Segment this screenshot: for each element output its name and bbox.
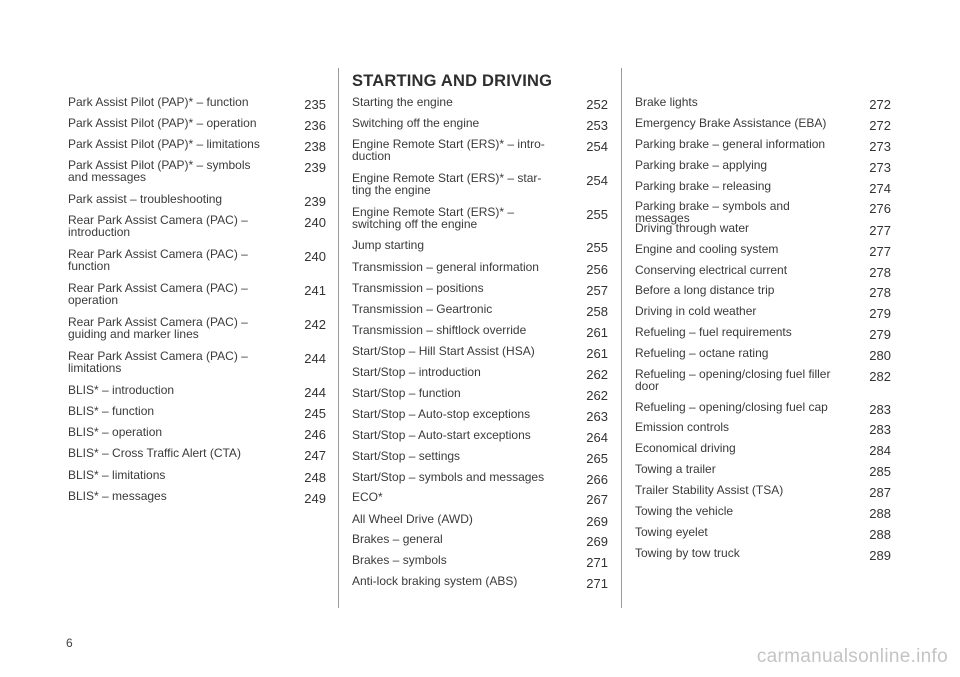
toc-entry-title: Conserving electrical current [635,263,788,277]
toc-entry-title: Economical driving [635,441,736,455]
toc-entry-title: Refueling – opening/closing fuel filler door [635,367,831,393]
toc-entry[interactable] [68,282,326,306]
toc-entry-page: 262 [586,388,608,403]
toc-entry-page: 261 [586,325,608,340]
toc-entry[interactable] [635,525,891,542]
toc-entry[interactable] [352,323,608,340]
column-divider-right [621,68,622,608]
toc-entry-title: Refueling – octane rating [635,346,769,360]
toc-entry-title: Towing by tow truck [635,546,740,560]
toc-entry[interactable] [635,546,891,563]
toc-entry-title: Park Assist Pilot (PAP)* – symbols and messages [68,158,251,184]
toc-entry[interactable] [635,441,891,458]
toc-entry[interactable] [352,116,608,133]
toc-entry-page: 263 [586,409,608,424]
toc-entry-title: Transmission – general information [352,260,539,274]
toc-entry[interactable] [635,420,891,437]
toc-entry-title: ECO* [352,490,383,504]
toc-entry-title: Rear Park Assist Camera (PAC) – introduction [68,213,248,239]
toc-entry[interactable] [68,192,326,209]
toc-entry[interactable] [635,221,891,238]
toc-entry-page: 244 [304,385,326,400]
toc-entry[interactable] [635,325,891,342]
toc-entry[interactable] [352,490,608,507]
toc-entry[interactable] [635,304,891,321]
toc-entry-page: 276 [869,201,891,216]
toc-entry-page: 272 [869,118,891,133]
toc-entry[interactable] [68,446,326,463]
toc-entry-page: 236 [304,118,326,133]
toc-entry-page: 247 [304,448,326,463]
toc-entry[interactable] [68,468,326,485]
toc-entry-title: Refueling – fuel requirements [635,325,792,339]
toc-entry-page: 282 [869,369,891,384]
toc-entry[interactable] [352,449,608,466]
page-number: 6 [66,636,73,650]
toc-entry-title: Parking brake – symbols and messages [635,199,790,225]
toc-entry-title: Driving in cold weather [635,304,757,318]
toc-entry[interactable] [352,138,608,162]
toc-entry-title: Anti-lock braking system (ABS) [352,574,518,588]
toc-entry[interactable] [635,179,891,196]
toc-entry[interactable] [68,248,326,272]
toc-entry-title: Start/Stop – introduction [352,365,481,379]
toc-entry-page: 278 [869,265,891,280]
toc-entry[interactable] [352,344,608,361]
toc-entry-title: Park Assist Pilot (PAP)* – operation [68,116,257,130]
toc-entry[interactable] [68,383,326,400]
toc-entry-title: Start/Stop – Auto-start exceptions [352,428,531,442]
toc-entry-title: Emergency Brake Assistance (EBA) [635,116,827,130]
toc-entry[interactable] [352,532,608,549]
toc-entry[interactable] [68,350,326,374]
toc-entry-page: 271 [586,576,608,591]
toc-entry-title: Trailer Stability Assist (TSA) [635,483,784,497]
toc-entry-page: 252 [586,97,608,112]
toc-entry-title: Switching off the engine [352,116,480,130]
toc-entry[interactable] [635,368,891,392]
toc-entry-page: 254 [586,139,608,154]
toc-entry-page: 288 [869,527,891,542]
toc-entry[interactable] [352,407,608,424]
toc-entry-title: Rear Park Assist Camera (PAC) – limitations [68,349,248,375]
toc-entry-page: 284 [869,443,891,458]
toc-entry-page: 288 [869,506,891,521]
toc-entry-page: 280 [869,348,891,363]
toc-entry-title: Towing eyelet [635,525,708,539]
toc-entry-page: 271 [586,555,608,570]
toc-entry-page: 248 [304,470,326,485]
toc-entry-title: Start/Stop – Hill Start Assist (HSA) [352,344,535,358]
toc-entry-page: 245 [304,406,326,421]
toc-entry-title: BLIS* – function [68,404,155,418]
toc-entry-page: 249 [304,491,326,506]
toc-entry[interactable] [352,365,608,382]
toc-entry-page: 267 [586,492,608,507]
toc-entry-page: 261 [586,346,608,361]
toc-entry-title: Start/Stop – settings [352,449,461,463]
toc-entry-title: Brakes – general [352,532,443,546]
toc-entry-title: Parking brake – releasing [635,179,772,193]
toc-entry-page: 257 [586,283,608,298]
toc-entry-title: Park Assist Pilot (PAP)* – function [68,95,249,109]
toc-entry[interactable] [68,159,326,183]
toc-entry-title: Engine and cooling system [635,242,779,256]
toc-entry-title: Parking brake – applying [635,158,768,172]
toc-entry[interactable] [352,553,608,570]
toc-entry-page: 283 [869,402,891,417]
toc-entry-title: Transmission – shiftlock override [352,323,527,337]
toc-entry[interactable] [68,116,326,133]
toc-entry-page: 273 [869,139,891,154]
toc-entry-title: BLIS* – messages [68,489,167,503]
toc-entry-title: Start/Stop – symbols and messages [352,470,545,484]
toc-entry-page: 278 [869,285,891,300]
toc-entry[interactable] [635,116,891,133]
toc-entry[interactable] [635,137,891,154]
toc-entry[interactable] [352,428,608,445]
toc-entry-page: 287 [869,485,891,500]
toc-entry-page: 242 [304,317,326,332]
column-divider-left [338,68,339,608]
toc-entry-title: Driving through water [635,221,750,235]
section-heading: STARTING AND DRIVING [352,72,553,90]
toc-entry-page: 277 [869,223,891,238]
toc-entry-page: 269 [586,514,608,529]
toc-entry-title: BLIS* – operation [68,425,163,439]
toc-entry-title: Rear Park Assist Camera (PAC) – operation [68,281,248,307]
toc-entry[interactable] [352,206,608,230]
toc-entry-title: Park Assist Pilot (PAP)* – limitations [68,137,260,151]
toc-entry[interactable] [635,504,891,521]
toc-entry-page: 264 [586,430,608,445]
toc-entry-title: All Wheel Drive (AWD) [352,512,473,526]
toc-entry-title: Engine Remote Start (ERS)* – intro-duction [352,137,545,163]
toc-entry-page: 289 [869,548,891,563]
toc-entry[interactable] [352,470,608,487]
toc-entry-title: Jump starting [352,238,425,252]
toc-entry[interactable] [68,214,326,238]
toc-entry-title: Park assist – troubleshooting [68,192,223,206]
toc-entry[interactable] [68,316,326,340]
toc-entry-page: 254 [586,173,608,188]
toc-entry[interactable] [352,172,608,196]
toc-entry-title: Transmission – Geartronic [352,302,493,316]
toc-entry[interactable] [352,238,608,255]
toc-entry[interactable] [635,346,891,363]
toc-entry-title: BLIS* – Cross Traffic Alert (CTA) [68,446,241,460]
toc-entry[interactable] [635,462,891,479]
toc-entry[interactable] [352,302,608,319]
toc-entry-page: 283 [869,422,891,437]
toc-entry[interactable] [635,242,891,259]
toc-entry-page: 258 [586,304,608,319]
toc-entry-title: Towing the vehicle [635,504,734,518]
toc-entry-page: 253 [586,118,608,133]
toc-entry-page: 279 [869,306,891,321]
toc-entry[interactable] [68,404,326,421]
toc-entry-page: 240 [304,249,326,264]
toc-entry-page: 256 [586,262,608,277]
toc-entry[interactable] [352,260,608,277]
toc-entry[interactable] [352,512,608,529]
toc-entry-page: 255 [586,240,608,255]
toc-entry-title: Rear Park Assist Camera (PAC) – function [68,247,248,273]
toc-entry-title: Engine Remote Start (ERS)* – switching off the engine [352,205,515,231]
toc-entry[interactable] [635,158,891,175]
toc-entry-title: Start/Stop – Auto-stop exceptions [352,407,531,421]
toc-entry-page: 269 [586,534,608,549]
toc-entry[interactable] [352,95,608,112]
toc-entry-page: 279 [869,327,891,342]
toc-entry-page: 262 [586,367,608,382]
toc-entry-page: 238 [304,139,326,154]
toc-entry-page: 285 [869,464,891,479]
toc-entry-title: Towing a trailer [635,462,716,476]
watermark-text: carmanualsonline.info [756,646,948,667]
toc-entry-title: BLIS* – limitations [68,468,166,482]
toc-entry[interactable] [352,281,608,298]
toc-entry-title: Brake lights [635,95,698,109]
toc-entry-page: 272 [869,97,891,112]
toc-entry-title: Brakes – symbols [352,553,447,567]
toc-entry-page: 239 [304,160,326,175]
toc-entry[interactable] [635,400,891,417]
toc-entry[interactable] [68,137,326,154]
toc-entry-page: 274 [869,181,891,196]
toc-entry-title: Engine Remote Start (ERS)* – star-ting the engine [352,171,542,197]
toc-entry-title: Parking brake – general information [635,137,826,151]
toc-entry-title: BLIS* – introduction [68,383,175,397]
toc-entry-title: Starting the engine [352,95,453,109]
toc-entry[interactable] [68,95,326,112]
toc-entry-page: 273 [869,160,891,175]
toc-entry-page: 239 [304,194,326,209]
toc-entry[interactable] [352,574,608,591]
toc-entry-page: 240 [304,215,326,230]
toc-entry-title: Before a long distance trip [635,283,775,297]
toc-entry[interactable] [68,489,326,506]
toc-entry-title: Start/Stop – function [352,386,461,400]
toc-entry-title: Refueling – opening/closing fuel cap [635,400,828,414]
toc-entry-title: Emission controls [635,420,730,434]
toc-entry[interactable] [635,283,891,300]
toc-entry-page: 277 [869,244,891,259]
toc-entry-page: 235 [304,97,326,112]
toc-entry-page: 244 [304,351,326,366]
toc-entry-page: 241 [304,283,326,298]
toc-entry-page: 255 [586,207,608,222]
toc-entry-page: 266 [586,472,608,487]
toc-entry-page: 246 [304,427,326,442]
toc-entry[interactable] [635,95,891,112]
toc-entry[interactable] [635,483,891,500]
toc-entry[interactable] [68,425,326,442]
toc-entry[interactable] [635,263,891,280]
toc-entry-page: 265 [586,451,608,466]
toc-entry-title: Transmission – positions [352,281,484,295]
toc-entry-title: Rear Park Assist Camera (PAC) – guiding and marker lines [68,315,248,341]
toc-entry[interactable] [352,386,608,403]
